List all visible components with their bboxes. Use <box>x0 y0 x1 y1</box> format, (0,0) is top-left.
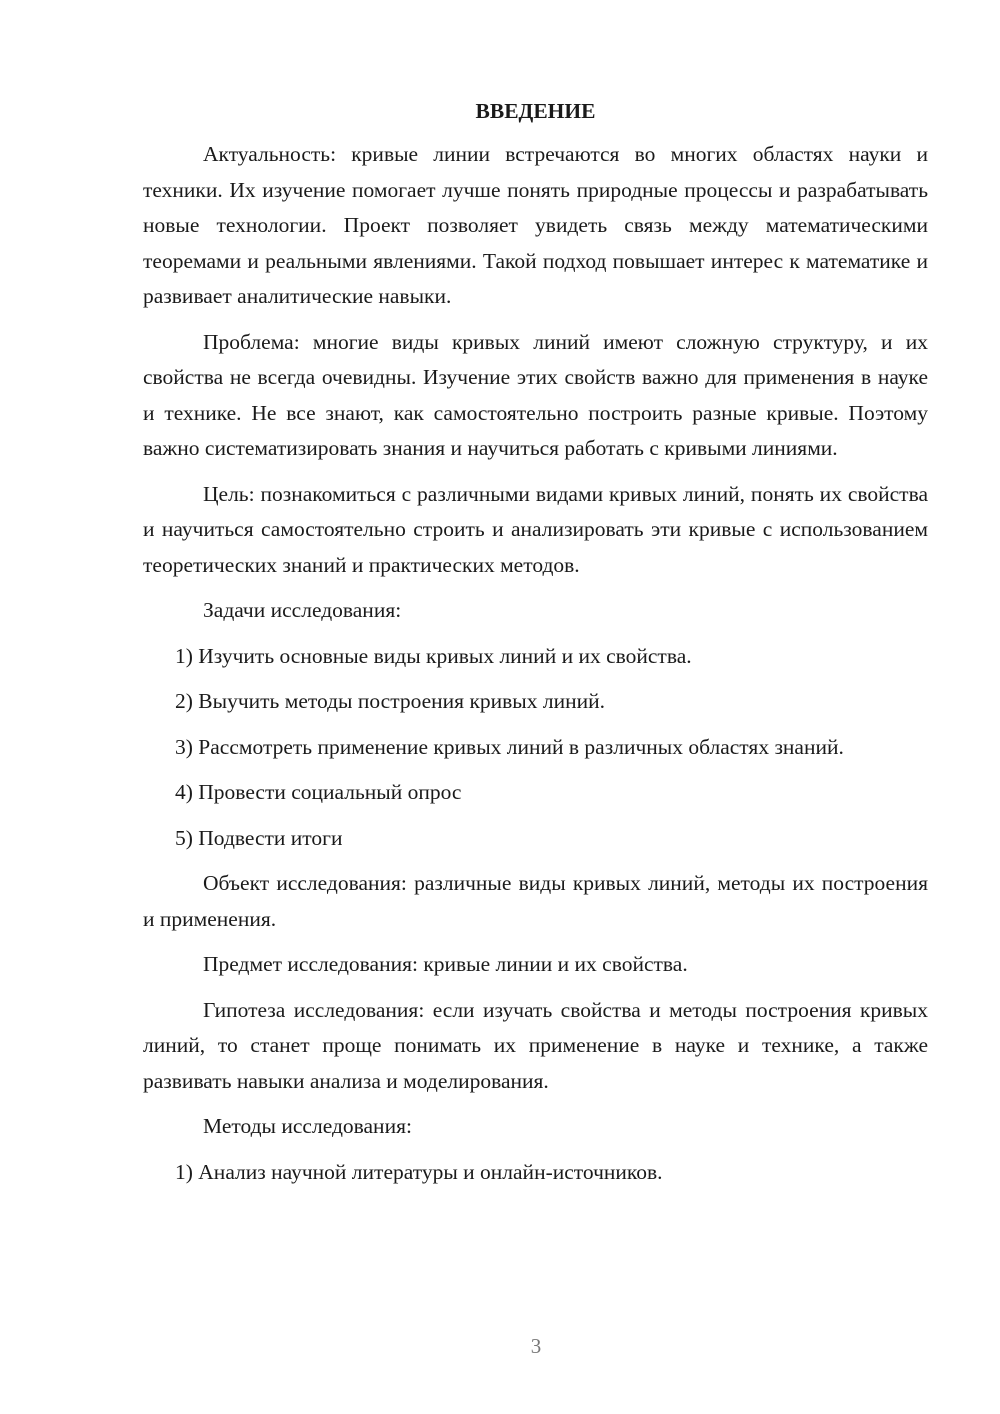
object-paragraph: Объект исследования: различные виды кривых линий, методы их построения и применения. <box>143 871 928 931</box>
methods-title: Методы исследования: <box>203 1114 412 1138</box>
task-item: 4) Провести социальный опрос <box>175 780 462 804</box>
subject-paragraph: Предмет исследования: кривые линии и их свойства. <box>203 952 688 976</box>
problem-paragraph: Проблема: многие виды кривых линий имеют сложную структуру, и их свойства не всегда очевидны. Изучение этих свойств важно для применения в науке и технике. Не все знают, как самостоятельно построить разные кривые. Поэтому важно систематизировать знания и научиться работать с кривыми линиями. <box>143 329 928 460</box>
relevance-paragraph: Актуальность: кривые линии встречаются во многих областях науки и техники. Их изучение помогает лучше понять природные процессы и разрабатывать новые технологии. Проект позволяет увидеть связь между математическими теоремами и реальными явлениями. Такой подход повышает интерес к математике и развивает аналитические навыки. <box>143 142 928 308</box>
goal-paragraph: Цель: познакомиться с различными видами кривых линий, понять их свойства и научиться самостоятельно строить и анализировать эти кривые с использованием теоретических знаний и практических методов. <box>143 481 928 577</box>
tasks-title: Задачи исследования: <box>203 598 402 622</box>
method-item: 1) Анализ научной литературы и онлайн-источников. <box>175 1159 663 1184</box>
task-item: 5) Подвести итоги <box>175 825 343 850</box>
page-number: 3 <box>530 1334 542 1358</box>
task-item: 3) Рассмотреть применение кривых линий в различных областях знаний. <box>175 734 844 759</box>
hypothesis-paragraph: Гипотеза исследования: если изучать свойства и методы построения кривых линий, то станет проще понимать их применение в науке и технике, а также развивать навыки анализа и моделирования. <box>143 997 928 1093</box>
section-heading: ВВЕДЕНИЕ <box>475 99 596 123</box>
document-page <box>143 96 928 1200</box>
task-item: 1) Изучить основные виды кривых линий и их свойства. <box>175 643 692 668</box>
task-item: 2) Выучить методы построения кривых линий. <box>175 689 605 713</box>
